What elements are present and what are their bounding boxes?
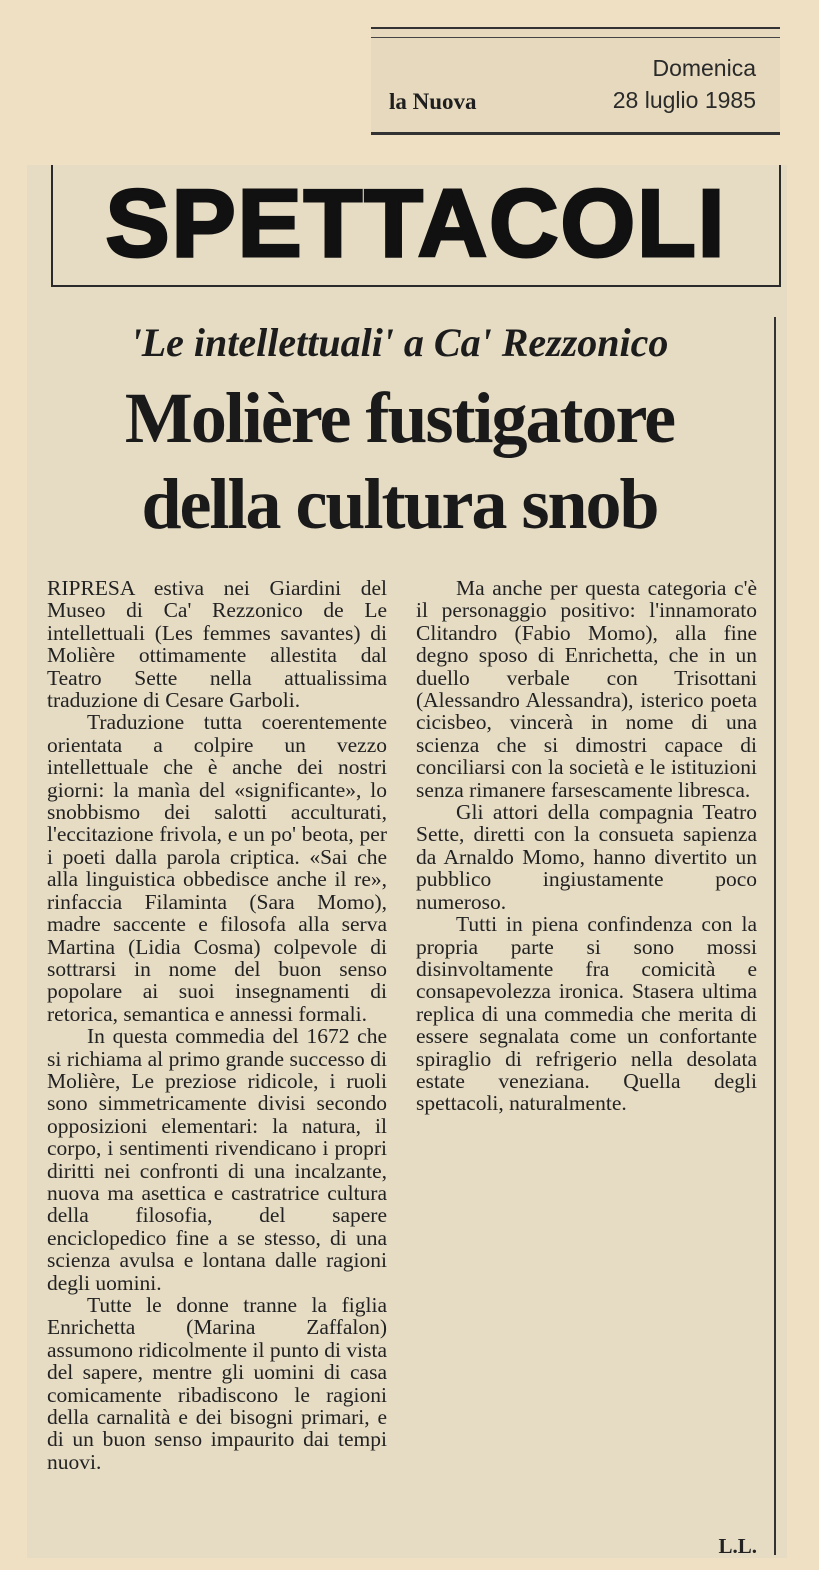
masthead-rule [371,37,780,38]
author-signature: L.L. [718,1534,757,1558]
headline-line-2: della cultura snob [141,464,658,544]
paragraph-5: Ma anche per questa categoria c'è il personaggio positivo: l'innamorato Clitandro (Fabio Momo), alla fine degno sposo di Enrichetta, che in un duello verbale con Trisottani (Alessandro Alessandra), isterico poeta cicisbeo, vincerà in nome di una scienza che si dimostri capace di conciliarsi con la società e le istituzioni senza rimanere farsescamente libresca. [416,576,757,802]
paragraph-4: Tutte le donne tranne la figlia Enrichetta (Marina Zaffalon) assumono ridicolmente il punto di vista del sapere, mentre gli uomini di casa comicamente ribadiscono le ragioni della carnalità e dei bisogni primari, e di un buon senso impaurito dai tempi nuovi. [47,1293,387,1474]
section-title: SPETTACOLI [105,170,727,277]
column-rule [774,317,776,1555]
article-column-left [47,577,387,1473]
paragraph-2: Traduzione tutta coerentemente orientata a colpire un vezzo intellettuale che è anche dei nostri giorni: la manìa del «significante», lo snobbismo dei salotti acculturati, l'eccitazione frivola, e un po' beota, per i poeti dalla parola criptica. «Sai che alla linguistica obbedisce anche il re», rinfaccia Filaminta (Sara Momo), madre saccente e filosofa alla serva Martina (Lidia Cosma) colpevole di sottrarsi in nome del buon senso popolare ai suoi insegnamenti di retorica, semantica e annessi formali. [47,710,387,1026]
paragraph-1: RIPRESA estiva nei Giardini del Museo di Ca' Rezzonico de Le intellettuali (Les femmes savantes) di Molière ottimamente allestita dal Teatro Sette nella attualissima traduzione di Cesare Garboli. [47,576,387,713]
paragraph-3: In questa commedia del 1672 che si richiama al primo grande successo di Molière, Le preziose ridicole, i ruoli sono simmetricamente divisi secondo opposizioni elementari: la natura, il corpo, i sentimenti rivendicano i propri diritti nei confronti di una incalzante, nuova ma asettica e castratrice cultura della filosofia, del sapere enciclopedico fine a se stesso, di una scienza avulsa e lontana dalle ragioni degli uomini. [47,1024,387,1295]
article-column-right [416,577,757,1115]
publication-date: 28 luglio 1985 [612,87,756,113]
article-headline [47,375,752,547]
article-clipping [27,165,787,1558]
masthead-clipping [371,27,780,135]
newspaper-name: la Nuova [389,89,477,114]
publication-day: Domenica [652,55,756,81]
paragraph-6: Gli attori della compagnia Teatro Sette, diretti con la consueta sapienza da Arnaldo Momo, hanno divertito un pubblico ingiustamente poco numeroso. [416,800,757,914]
article-kicker: 'Le intellettuali' a Ca' Rezzonico [130,320,669,365]
paragraph-7: Tutti in piena confindenza con la propria parte si sono mossi disinvoltamente fra comicità e consapevolezza ironica. Stasera ultima replica di una commedia che merita di essere segnalata come un confortante spiraglio di refrigerio nella desolata estate veneziana. Quella degli spettacoli, naturalmente. [416,912,757,1116]
section-header-box [51,165,781,287]
headline-line-1: Molière fustigatore [124,378,675,458]
